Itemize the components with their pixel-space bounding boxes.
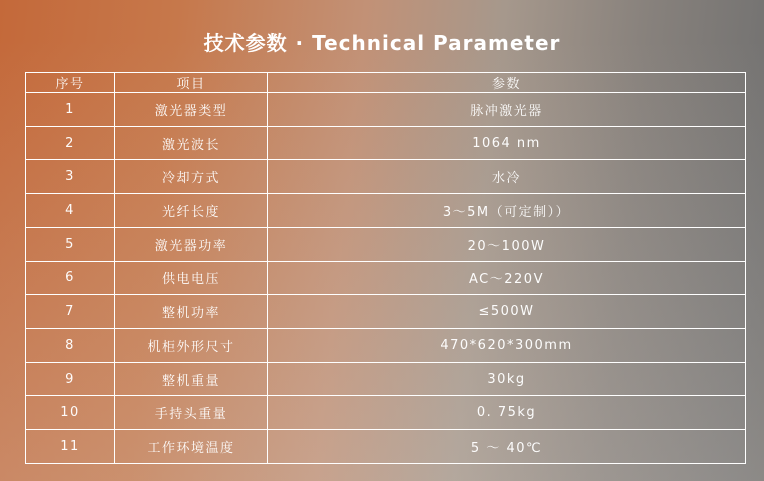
header-parameter: 参数 [268,73,746,93]
row-value: 脉冲激光器 [268,93,746,127]
table-row [26,362,746,396]
row-item: 供电电压 [115,261,268,295]
row-serial-number: 11 [26,430,115,464]
row-value: 1064 nm [268,126,746,160]
row-value: 470*620*300mm [268,329,746,363]
row-item: 激光器类型 [115,93,268,127]
row-serial-number: 4 [26,194,115,228]
row-value: 20～100W [268,227,746,261]
row-item: 工作环境温度 [115,430,268,464]
row-serial-number: 1 [26,93,115,127]
header-item: 项目 [115,73,268,93]
row-value: 3～5M（可定制）） [268,194,746,228]
row-serial-number: 9 [26,362,115,396]
row-value: ≤500W [268,295,746,329]
table-body [26,93,746,464]
row-serial-number: 5 [26,227,115,261]
row-item: 机柜外形尺寸 [115,329,268,363]
table-row [26,194,746,228]
table-row [26,396,746,430]
row-item: 整机重量 [115,362,268,396]
row-value: 0. 75kg [268,396,746,430]
table-row [26,261,746,295]
table-row [26,93,746,127]
row-item: 激光波长 [115,126,268,160]
row-value: AC～220V [268,261,746,295]
row-serial-number: 6 [26,261,115,295]
table-row [26,160,746,194]
row-item: 整机功率 [115,295,268,329]
table-row [26,227,746,261]
row-item: 光纤长度 [115,194,268,228]
table-row [26,329,746,363]
row-serial-number: 10 [26,396,115,430]
table-header-row [26,73,746,93]
row-value: 水冷 [268,160,746,194]
header-serial-number: 序号 [26,73,115,93]
row-serial-number: 3 [26,160,115,194]
row-item: 冷却方式 [115,160,268,194]
row-item: 激光器功率 [115,227,268,261]
spec-table [25,72,746,464]
row-serial-number: 2 [26,126,115,160]
page-title: 技术参数 · Technical Parameter [203,31,561,55]
row-serial-number: 8 [26,329,115,363]
table-row [26,295,746,329]
row-item: 手持头重量 [115,396,268,430]
table-row [26,430,746,464]
row-value: 5 ～ 40℃ [268,430,746,464]
row-value: 30kg [268,362,746,396]
row-serial-number: 7 [26,295,115,329]
table-row [26,126,746,160]
